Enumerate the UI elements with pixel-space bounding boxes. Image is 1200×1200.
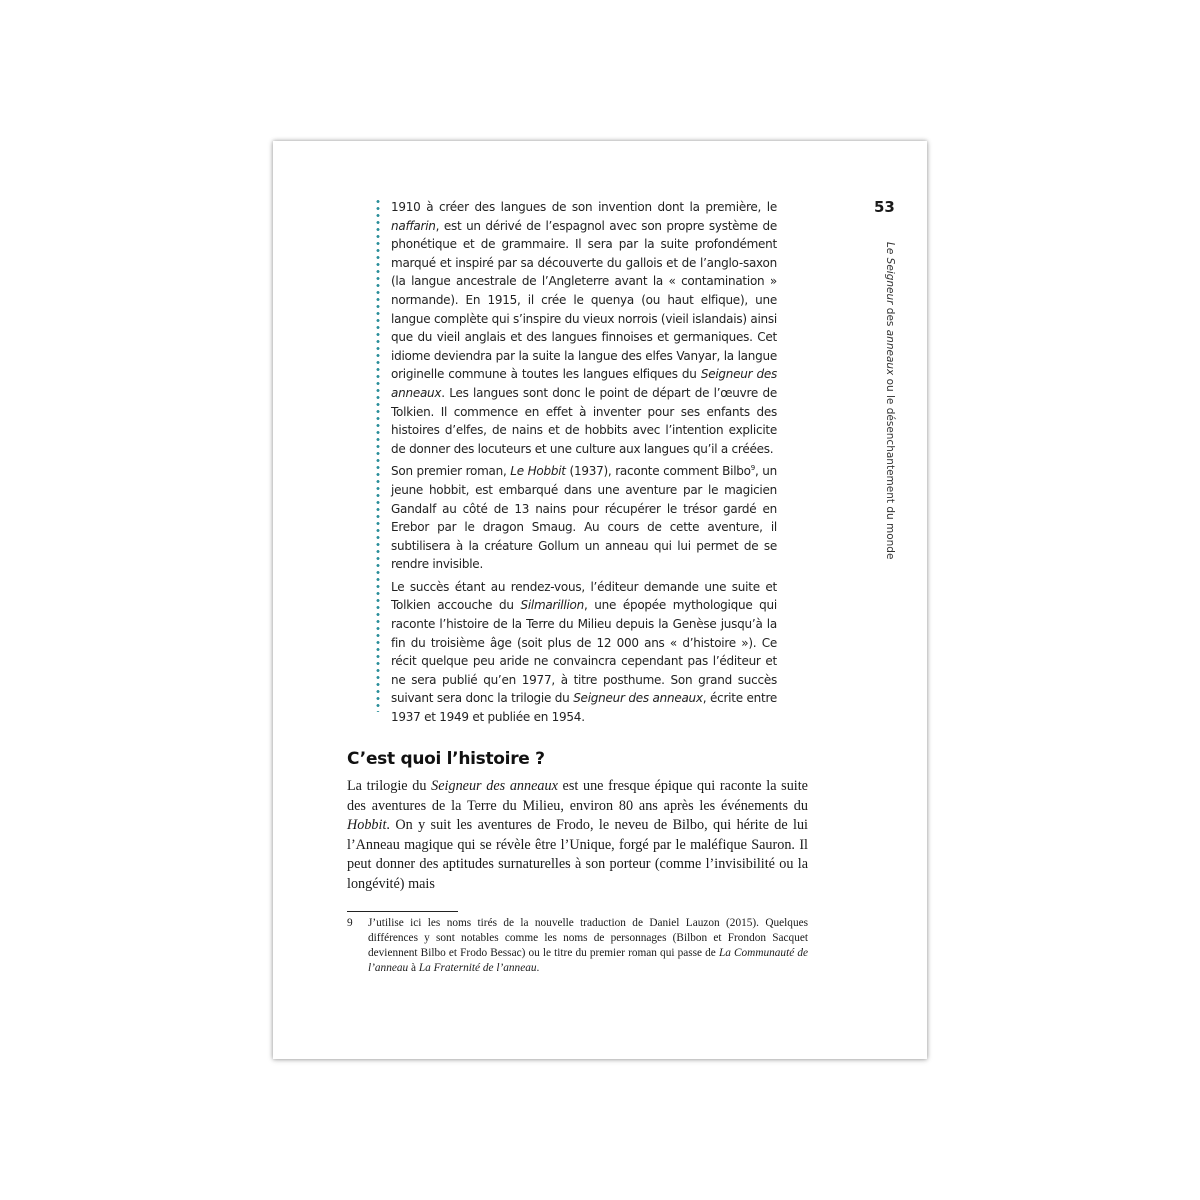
sidebar-text-run: , un jeune hobbit, est embarqué dans une aventure par le magicien Gandalf au côté de 13 nains pour récupérer le trésor gardé en Erebor par le dragon Smaug. Au cours de cette aventure, il subtilisera à la créature Gollum un anneau qui lui permet de se rendre invisible. <box>391 464 778 572</box>
sidebar-text-run: 1910 à créer des langues de son invention dont la première, le <box>391 200 777 214</box>
main-paragraph <box>347 777 808 894</box>
section-title: C’est quoi l’histoire ? <box>347 749 545 769</box>
sidebar-text-run: Le Hobbit <box>510 464 566 479</box>
footnote-rule <box>347 911 458 912</box>
sidebar-text-run: naffarin <box>391 218 436 233</box>
running-head-between: des <box>884 304 896 330</box>
sidebar-text-run: Seigneur des anneaux <box>391 367 777 400</box>
sidebar-text-run: Son premier roman, <box>391 464 511 479</box>
running-head <box>876 242 896 560</box>
sidebar-text-run: 9 <box>750 464 755 473</box>
footnote-text-run: à <box>408 962 419 974</box>
sidebar-text-run: Le succès étant au rendez-vous, l’éditeur demande une suite et Tolkien accouche du <box>391 579 777 613</box>
sidebar-paragraph <box>391 578 777 727</box>
running-head-title-1: Le Seigneur <box>884 242 896 305</box>
page-number: 53 <box>874 198 895 216</box>
footnote-text-run: La Fraternité de l’anneau <box>418 962 537 974</box>
main-text-run: Seigneur des anneaux <box>431 778 558 794</box>
sidebar-text-run: . Les langues sont donc le point de départ de l’œuvre de Tolkien. Il commence en effet à inventer pour ses enfants des histoires d’elfes, de nains et de hobbits avec l’intention explicite de donner des locuteurs et une culture aux langues qu’il a créées. <box>391 385 777 456</box>
book-page <box>273 141 927 1059</box>
sidebar-text-run: , écrite entre 1937 et 1949 et publiée en 1954. <box>391 691 777 725</box>
sidebar-text-run: Silmarillion <box>520 598 584 613</box>
footnote-number: 9 <box>347 917 353 929</box>
sidebar-dotted-rule <box>376 198 380 712</box>
sidebar-box <box>391 198 777 731</box>
main-text-run: Hobbit <box>347 817 387 833</box>
running-head-title-2: anneaux <box>884 329 896 376</box>
footnote <box>347 916 808 976</box>
main-text-run: est une fresque épique qui raconte la suite des aventures de la Terre du Milieu, environ 80 ans après les événements du <box>347 778 808 814</box>
footnote-text-run: La Communauté de l’anneau <box>368 947 808 974</box>
sidebar-text-run: , est un dérivé de l’espagnol avec son propre système de phonétique et de grammaire. Il sera par la suite profondément marqué et inspiré par sa découverte du gallois et de l’anglo-saxon (la langue ancestrale de l’Angleterre avant la « contamination » normande). En 1915, il crée le quenya (ou haut elfique), une langue complète qui s’inspire du vieux norrois (vieil islandais) ainsi que du vieil anglais et des langues finnoises et germaniques. Cet idiome deviendra par la suite la langue des elfes Vanyar, la langue originelle commune à toutes les langues elfiques du <box>391 218 777 382</box>
sidebar-text-run: , une épopée mythologique qui raconte l’histoire de la Terre du Milieu depuis la Genèse jusqu’à la fin du troisième âge (soit plus de 12 000 ans « d’histoire »). Ce récit quelque peu aride ne convaincra cependant pas l’éditeur et ne sera publié qu’en 1977, à titre posthume. Son grand succès suivant sera donc la trilogie du <box>391 598 777 706</box>
sidebar-text-run: Seigneur des anneaux <box>573 691 703 706</box>
main-text-run: La trilogie du <box>347 778 432 794</box>
footnote-text-run: J’utilise ici les noms tirés de la nouvelle traduction de Daniel Lauzon (2015). Quelques différences y sont notables comme les noms de personnages (Bilbon et Frondon Sacquet deviennent Bilbo et Frodo Bessac) ou le titre du premier roman qui passe de <box>368 917 808 959</box>
running-head-rest: ou le désenchantement du monde <box>884 375 896 560</box>
main-text-run: . On y suit les aventures de Frodo, le neveu de Bilbo, qui hérite de lui l’Anneau magique qui se révèle être l’Unique, forgé par le maléfique Sauron. Il peut donner des aptitudes surnaturelles à son porteur (comme l’invisibilité ou la longévité) mais <box>347 817 808 892</box>
footnote-text <box>368 916 808 976</box>
footnote-text-run: . <box>536 962 540 974</box>
sidebar-text-run: (1937), raconte comment Bilbo <box>565 464 751 479</box>
sidebar-paragraph <box>391 462 777 574</box>
sidebar-paragraph <box>391 198 777 458</box>
